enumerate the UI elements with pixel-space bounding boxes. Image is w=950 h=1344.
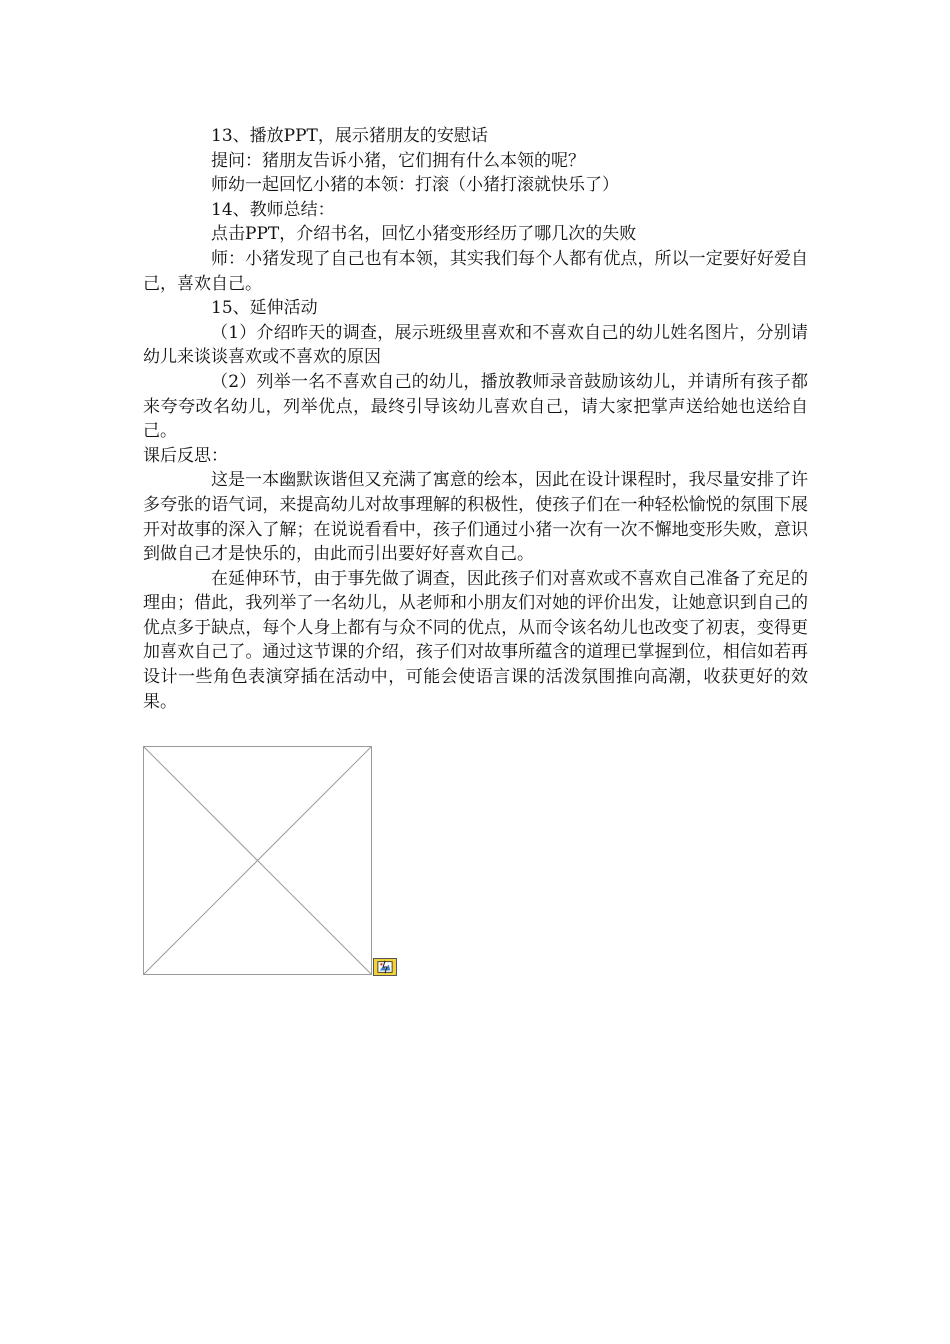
step-13-heading: 13、播放PPT，展示猪朋友的安慰话: [211, 126, 488, 146]
document-body: [143, 124, 808, 714]
step-14-ppt: 点击PPT，介绍书名，回忆小猪变形经历了哪几次的失败: [211, 224, 637, 245]
step-14-teacher-remark: 师：小猪发现了自己也有本领，其实我们每个人都有优点，所以一定要好好爱自己，喜欢自己。: [143, 248, 808, 294]
placeholder-cross: [144, 747, 371, 974]
step-15-item-2: （2）列举一名不喜欢自己的幼儿，播放教师录音鼓励该幼儿，并请所有孩子都来夸夸改名幼儿，列举优点，最终引导该幼儿喜欢自己，请大家把掌声送给她也送给自己。: [143, 371, 808, 442]
step-13-recall: 师幼一起回忆小猪的本领：打滚（小猪打滚就快乐了）: [211, 175, 619, 196]
reflection-paragraph-2: 在延伸环节，由于事先做了调查，因此孩子们对喜欢或不喜欢自己准备了充足的理由；借此，我列举了一名幼儿，从老师和小朋友们对她的评价出发，让她意识到自己的优点多于缺点，每个人身上都有与众不同的优点，从而令该名幼儿也改变了初衷，变得更加喜欢自己了。通过这节课的介绍，孩子们对故事所蕴含的道理已掌握到位，相信如若再设计一些角色表演穿插在活动中，可能会使语言课的活泼氛围推向高潮，收获更好的效果。: [143, 568, 808, 712]
reflection-paragraph-1: 这是一本幽默诙谐但又充满了寓意的绘本，因此在设计课程时，我尽量安排了许多夸张的语气词，来提高幼儿对故事理解的积极性，使孩子们在一种轻松愉悦的氛围下展开对故事的深入了解；在说说看看中，孩子们通过小猪一次有一次不懈地变形失败，意识到做自己才是快乐的，由此而引出要好好喜欢自己。: [143, 470, 808, 565]
broken-image-icon: [373, 958, 397, 976]
step-14-heading: 14、教师总结：: [211, 199, 335, 220]
step-15-heading: 15、延伸活动: [211, 298, 318, 319]
step-15-item-1: （1）介绍昨天的调查，展示班级里喜欢和不喜欢自己的幼儿姓名图片，分别请幼儿来谈谈喜欢或不喜欢的原因: [143, 322, 808, 368]
image-placeholder: [143, 746, 372, 975]
step-13-question: 提问：猪朋友告诉小猪，它们拥有什么本领的呢？: [211, 150, 585, 171]
broken-image-glyph: [374, 959, 396, 975]
reflection-heading: 课后反思：: [143, 445, 228, 466]
